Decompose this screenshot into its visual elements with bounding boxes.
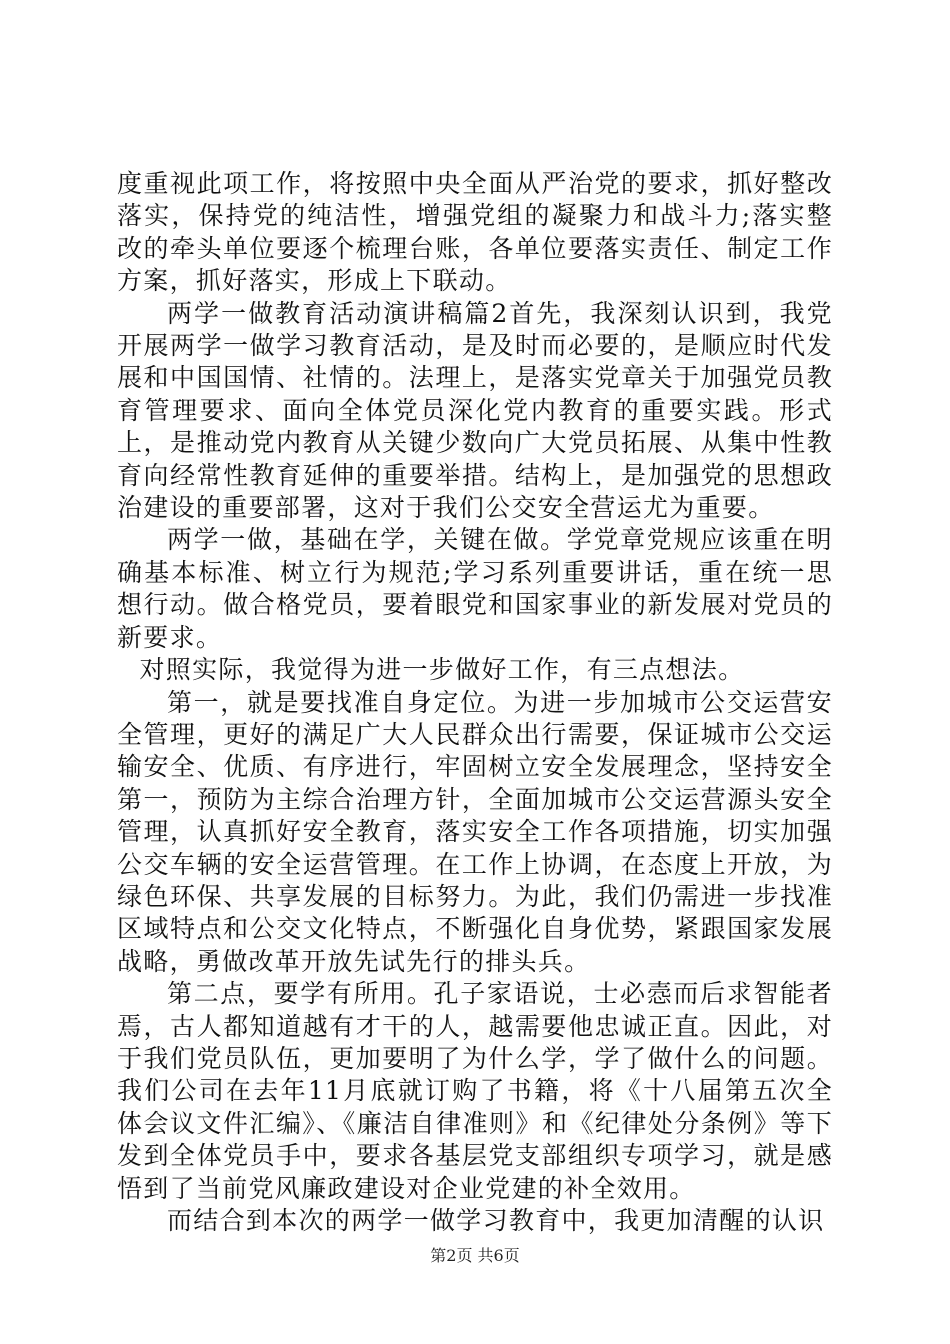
paragraph-study-and-do: 两学一做，基础在学，关键在做。学党章党规应该重在明确基本标准、树立行为规范;学习系列重要讲话，重在统一思想行动。做合格党员，要着眼党和国家事业的新发展对党员的新要求。 [117, 525, 833, 652]
paragraph-first-point: 第一，就是要找准自身定位。为进一步加城市公交运营安全管理，更好的满足广大人民群众出行需要，保证城市公交运输安全、优质、有序进行，牢固树立安全发展理念，坚持安全第一，预防为主综合治理方针，全面加城市公交运营源头安全管理，认真抓好安全教育，落实安全工作各项措施，切实加强公交车辆的安全运营管理。在工作上协调，在态度上开放，为绿色环保、共享发展的目标努力。为此，我们仍需进一步找准区域特点和公交文化特点，不断强化自身优势，紧跟国家发展战略，勇做改革开放先试先行的排头兵。 [117, 687, 833, 976]
document-body [117, 168, 833, 1237]
paragraph-speech-intro: 两学一做教育活动演讲稿篇2首先，我深刻认识到，我党开展两学一做学习教育活动，是及时而必要的，是顺应时代发展和中国国情、社情的。法理上，是落实党章关于加强党员教育管理要求、面向全体党员深化党内教育的重要实践。形式上，是推动党内教育从关键少数向广大党员拓展、从集中性教育向经常性教育延伸的重要举措。结构上，是加强党的思想政治建设的重要部署，这对于我们公交安全营运尤为重要。 [117, 298, 833, 523]
paragraph-three-ideas: 对照实际，我觉得为进一步做好工作，有三点想法。 [139, 655, 745, 685]
page-number-footer: 第2页 共6页 [430, 1246, 520, 1265]
paragraph-closing-fragment: 而结合到本次的两学一做学习教育中，我更加清醒的认识 [167, 1206, 825, 1235]
paragraph-second-point: 第二点，要学有所用。孔子家语说，士必悫而后求智能者焉，古人都知道越有才干的人，越需要他忠诚正直。因此，对于我们党员队伍，更加要明了为什么学，学了做什么的问题。我们公司在去年11月底就订购了书籍，将《十八届第五次全体会议文件汇编》、《廉洁自律准则》和《纪律处分条例》等下发到全体党员手中，要求各基层党支部组织专项学习，就是感悟到了当前党风廉政建设对企业党建的补全效用。 [117, 979, 833, 1203]
paragraph-continuation: 度重视此项工作，将按照中央全面从严治党的要求，抓好整改落实，保持党的纯洁性，增强党组的凝聚力和战斗力;落实整改的牵头单位要逐个梳理台账，各单位要落实责任、制定工作方案，抓好落实，形成上下联动。 [117, 169, 833, 296]
